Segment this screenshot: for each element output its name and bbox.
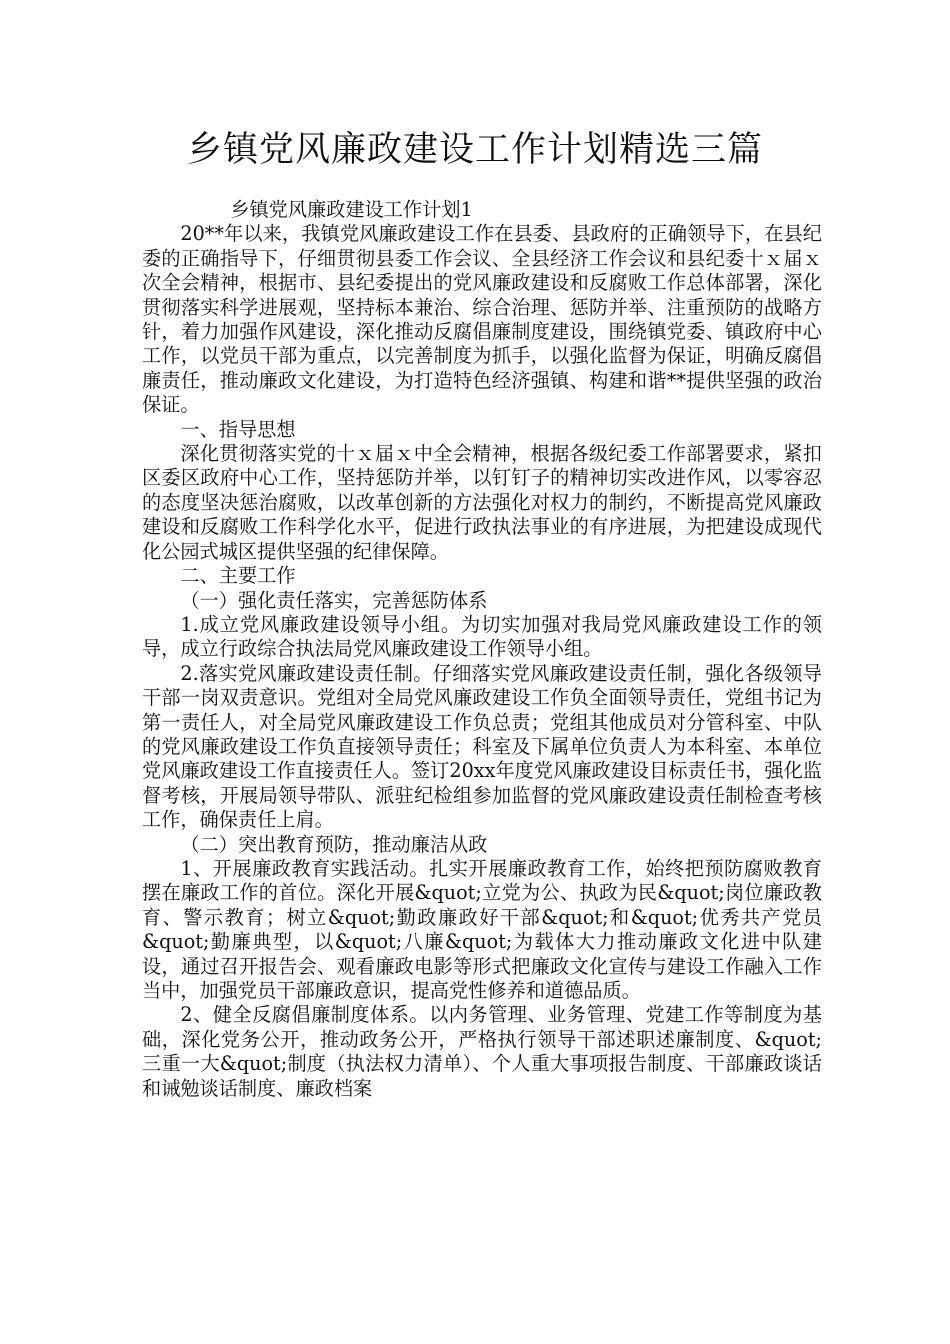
subsection-heading-responsibility: （一）强化责任落实，完善惩防体系: [180, 588, 488, 612]
document-title: 乡镇党风廉政建设工作计划精选三篇: [186, 130, 763, 170]
subsection-heading-education: （二）突出教育预防，推动廉洁从政: [180, 832, 488, 856]
section-heading-plan-1: 乡镇党风廉政建设工作计划1: [230, 198, 473, 221]
paragraph-education-2: 2、健全反腐倡廉制度体系。以内务管理、业务管理、党建工作等制度为基础，深化党务公开，推动政务公开，严格执行领导干部述职述廉制度、&quot;三重一大&quot;制度（执法权力清单）、个人重大事项报告制度、干部廉政谈话和诫勉谈话制度、廉政档案: [142, 1003, 822, 1100]
document-body: [142, 198, 822, 1101]
section-heading-guiding-thought: 一、指导思想: [180, 417, 296, 441]
paragraph-guiding-thought: 深化贯彻落实党的十ｘ届ｘ中全会精神，根据各级纪委工作部署要求，紧扣区委区政府中心工作，坚持惩防并举，以钉钉子的精神切实改进作风，以零容忍的态度坚决惩治腐败，以改革创新的方法强化对权力的制约，不断提高党风廉政建设和反腐败工作科学化水平，促进行政执法事业的有序进展，为把建设成现代化公园式城区提供坚强的纪律保障。: [142, 442, 822, 563]
paragraph-item-1: 1.成立党风廉政建设领导小组。为切实加强对我局党风廉政建设工作的领导，成立行政综合执法局党风廉政建设工作领导小组。: [142, 612, 822, 661]
paragraph-intro: 20**年以来，我镇党风廉政建设工作在县委、县政府的正确领导下，在县纪委的正确指导下，仔细贯彻县委工作会议、全县经济工作会议和县纪委十ｘ届ｘ次全会精神，根据市、县纪委提出的党风廉政建设和反腐败工作总体部署，深化贯彻落实科学进展观，坚持标本兼治、综合治理、惩防并举、注重预防的战略方针，着力加强作风建设，深化推动反腐倡廉制度建设，围绕镇党委、镇政府中心工作，以党员干部为重点，以完善制度为抓手，以强化监督为保证，明确反腐倡廉责任，推动廉政文化建设，为打造特色经济强镇、构建和谐**提供坚强的政治保证。: [142, 222, 822, 417]
section-heading-main-work: 二、主要工作: [180, 564, 296, 588]
paragraph-item-2: 2.落实党风廉政建设责任制。仔细落实党风廉政建设责任制，强化各级领导干部一岗双责意识。党组对全局党风廉政建设工作负全面领导责任，党组书记为第一责任人，对全局党风廉政建设工作负总责；党组其他成员对分管科室、中队的党风廉政建设工作负直接领导责任；科室及下属单位负责人为本科室、本单位党风廉政建设工作直接责任人。签订20xx年度党风廉政建设目标责任书，强化监督考核，开展局领导带队、派驻纪检组参加监督的党风廉政建设责任制检查考核工作，确保责任上肩。: [142, 661, 822, 832]
paragraph-education-1: 1、开展廉政教育实践活动。扎实开展廉政教育工作，始终把预防腐败教育摆在廉政工作的首位。深化开展&quot;立党为公、执政为民&quot;岗位廉政教育、警示教育；树立&quot;勤政廉政好干部&quot;和&quot;优秀共产党员&quot;勤廉典型，以&quot;八廉&quot;为载体大力推动廉政文化进中队建设，通过召开报告会、观看廉政电影等形式把廉政文化宣传与建设工作融入工作当中，加强党员干部廉政意识，提高党性修养和道德品质。: [142, 856, 822, 1002]
